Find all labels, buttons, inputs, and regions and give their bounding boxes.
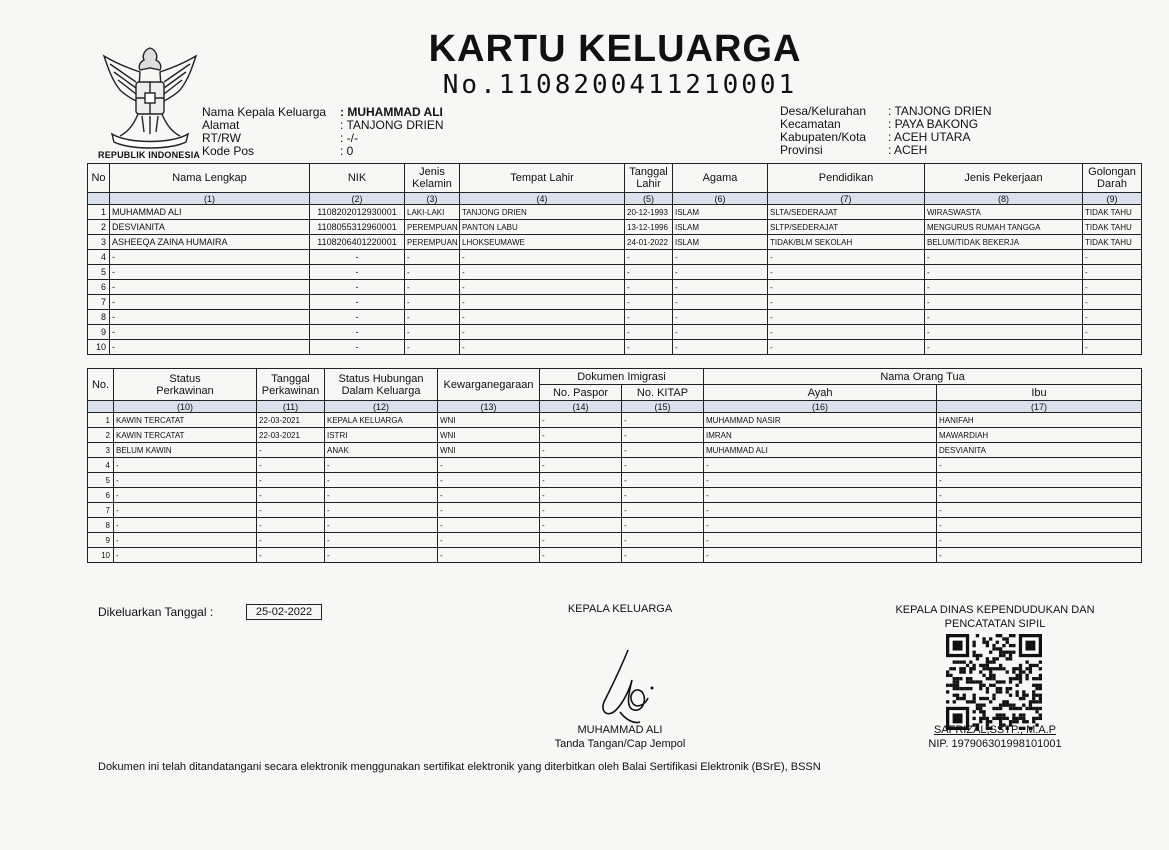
official-nip: NIP. 197906301998101001 bbox=[928, 738, 1062, 750]
table-cell: LHOKSEUMAWE bbox=[460, 235, 625, 250]
col-number: (16) bbox=[704, 401, 937, 413]
table-cell: - bbox=[1083, 250, 1142, 265]
table-cell: TANJONG DRIEN bbox=[460, 205, 625, 220]
table-cell: - bbox=[325, 518, 438, 533]
table-row bbox=[88, 503, 1142, 518]
header-field-head-of-family: Nama Kepala Keluarga : MUHAMMAD ALI bbox=[202, 105, 443, 119]
col-number: (7) bbox=[768, 193, 925, 205]
table-cell: - bbox=[310, 310, 405, 325]
table-cell: - bbox=[405, 265, 460, 280]
table-cell: - bbox=[540, 533, 622, 548]
table-row bbox=[88, 413, 1142, 428]
table-cell: - bbox=[704, 533, 937, 548]
column-number-row bbox=[88, 401, 1142, 413]
table-cell: - bbox=[257, 488, 325, 503]
table-cell: - bbox=[438, 503, 540, 518]
table-cell: - bbox=[937, 503, 1142, 518]
table-cell: - bbox=[925, 265, 1083, 280]
table-cell: - bbox=[460, 310, 625, 325]
col-header-no: No. bbox=[88, 369, 114, 401]
table-cell: - bbox=[540, 548, 622, 563]
col-number: (12) bbox=[325, 401, 438, 413]
table-cell: - bbox=[768, 310, 925, 325]
issued-date: 25-02-2022 bbox=[246, 604, 322, 620]
header-info-left bbox=[202, 106, 444, 158]
table-cell: - bbox=[925, 295, 1083, 310]
col-number: (10) bbox=[114, 401, 257, 413]
table-cell: - bbox=[405, 340, 460, 355]
col-header-immigration-docs: Dokumen Imigrasi bbox=[540, 369, 704, 385]
table-row bbox=[88, 295, 1142, 310]
table-cell: - bbox=[540, 503, 622, 518]
table-cell: WNI bbox=[438, 443, 540, 458]
table-cell: - bbox=[1083, 310, 1142, 325]
table-row bbox=[88, 340, 1142, 355]
table-cell: - bbox=[310, 250, 405, 265]
table-cell: - bbox=[540, 518, 622, 533]
table-cell: 1108202012930001 bbox=[310, 205, 405, 220]
emblem-caption: REPUBLIK INDONESIA bbox=[98, 150, 201, 160]
table-row bbox=[88, 533, 1142, 548]
table-cell: - bbox=[622, 503, 704, 518]
table-cell: 20-12-1993 bbox=[625, 205, 673, 220]
table-cell: - bbox=[257, 518, 325, 533]
table-cell: MUHAMMAD ALI bbox=[110, 205, 310, 220]
col-header-occupation: Jenis Pekerjaan bbox=[925, 164, 1083, 193]
col-header-name: Nama Lengkap bbox=[110, 164, 310, 193]
header-field-address: Alamat : TANJONG DRIEN bbox=[202, 118, 444, 132]
table-cell: - bbox=[257, 443, 325, 458]
table-cell: - bbox=[625, 340, 673, 355]
table-row bbox=[88, 280, 1142, 295]
table-cell: - bbox=[625, 250, 673, 265]
table-cell: - bbox=[673, 340, 768, 355]
table-cell: TIDAK/BLM SEKOLAH bbox=[768, 235, 925, 250]
table-cell: SLTP/SEDERAJAT bbox=[768, 220, 925, 235]
table-cell: - bbox=[460, 250, 625, 265]
table-cell: - bbox=[114, 503, 257, 518]
table-cell: - bbox=[540, 458, 622, 473]
electronic-signature-notice: Dokumen ini telah ditandatangani secara elektronik menggunakan sertifikat elektronik yang diterbitkan oleh Balai Sertifikasi Elektronik (BSrE), BSSN bbox=[98, 761, 821, 773]
table-cell: DESVIANITA bbox=[937, 443, 1142, 458]
table-cell: - bbox=[1083, 325, 1142, 340]
table-cell: - bbox=[925, 325, 1083, 340]
table-cell: - bbox=[257, 533, 325, 548]
table-cell: - bbox=[704, 518, 937, 533]
header-field-district: Kecamatan : PAYA BAKONG bbox=[780, 117, 979, 131]
table-cell: 7 bbox=[88, 503, 114, 518]
table-cell: - bbox=[625, 280, 673, 295]
table-cell: - bbox=[257, 473, 325, 488]
table-cell: 2 bbox=[88, 220, 110, 235]
table-cell: - bbox=[704, 458, 937, 473]
table-cell: 5 bbox=[88, 473, 114, 488]
table-cell: PEREMPUAN bbox=[405, 220, 460, 235]
table-cell: - bbox=[1083, 280, 1142, 295]
table-cell: - bbox=[540, 473, 622, 488]
table-cell: MAWARDIAH bbox=[937, 428, 1142, 443]
table-cell: - bbox=[1083, 340, 1142, 355]
table-cell: - bbox=[622, 548, 704, 563]
col-header-nik: NIK bbox=[310, 164, 405, 193]
table-cell: 1108206401220001 bbox=[310, 235, 405, 250]
col-header-kitap: No. KITAP bbox=[622, 385, 704, 401]
col-header-parents: Nama Orang Tua bbox=[704, 369, 1142, 385]
table-cell: KAWIN TERCATAT bbox=[114, 413, 257, 428]
col-header-passport: No. Paspor bbox=[540, 385, 622, 401]
column-number-row bbox=[88, 193, 1142, 205]
table-cell: - bbox=[540, 443, 622, 458]
col-number: (5) bbox=[625, 193, 673, 205]
table-cell: 8 bbox=[88, 310, 110, 325]
table-cell: PANTON LABU bbox=[460, 220, 625, 235]
col-number: (2) bbox=[310, 193, 405, 205]
table-row bbox=[88, 458, 1142, 473]
table-cell: - bbox=[310, 340, 405, 355]
col-header-relationship: Status Hubungan Dalam Keluarga bbox=[325, 369, 438, 401]
table-cell: - bbox=[1083, 265, 1142, 280]
table-cell: - bbox=[925, 310, 1083, 325]
header-field-province: Provinsi : ACEH bbox=[780, 143, 928, 157]
table-cell: - bbox=[114, 533, 257, 548]
document-number: No.1108200411210001 bbox=[442, 70, 798, 100]
table-cell: SLTA/SEDERAJAT bbox=[768, 205, 925, 220]
table-cell: - bbox=[625, 325, 673, 340]
agency-head-title: KEPALA DINAS KEPENDUDUKAN DAN PENCATATAN SIPIL bbox=[895, 604, 1095, 630]
table-cell: - bbox=[325, 548, 438, 563]
table-cell: - bbox=[438, 488, 540, 503]
table-cell: - bbox=[673, 295, 768, 310]
table-cell: - bbox=[937, 473, 1142, 488]
table-cell: 6 bbox=[88, 488, 114, 503]
table-cell: ISTRI bbox=[325, 428, 438, 443]
col-header-mother: Ibu bbox=[937, 385, 1142, 401]
table-cell: 5 bbox=[88, 265, 110, 280]
table-cell: IMRAN bbox=[704, 428, 937, 443]
table-cell: - bbox=[768, 295, 925, 310]
table-cell: ASHEEQA ZAINA HUMAIRA bbox=[110, 235, 310, 250]
table-cell: - bbox=[114, 488, 257, 503]
table-cell: - bbox=[925, 250, 1083, 265]
col-number: (15) bbox=[622, 401, 704, 413]
table-cell: - bbox=[257, 548, 325, 563]
table-cell: - bbox=[622, 518, 704, 533]
table-cell: - bbox=[438, 548, 540, 563]
table-cell: - bbox=[325, 503, 438, 518]
col-number: (9) bbox=[1083, 193, 1142, 205]
col-header-religion: Agama bbox=[673, 164, 768, 193]
col-number: (8) bbox=[925, 193, 1083, 205]
table-cell: MUHAMMAD ALI bbox=[704, 443, 937, 458]
table-cell: - bbox=[704, 488, 937, 503]
header-field-rtrw: RT/RW : -/- bbox=[202, 131, 358, 145]
table-cell: - bbox=[325, 488, 438, 503]
table-cell: - bbox=[768, 280, 925, 295]
table-cell: WNI bbox=[438, 413, 540, 428]
table-cell: - bbox=[114, 548, 257, 563]
table-cell: - bbox=[673, 325, 768, 340]
table-cell: - bbox=[540, 428, 622, 443]
col-header-gender: Jenis Kelamin bbox=[405, 164, 460, 193]
table-row bbox=[88, 220, 1142, 235]
table-cell: ISLAM bbox=[673, 205, 768, 220]
table-cell: 22-03-2021 bbox=[257, 413, 325, 428]
table-cell: - bbox=[110, 265, 310, 280]
table-cell: - bbox=[937, 533, 1142, 548]
table-cell: - bbox=[460, 325, 625, 340]
table-cell: - bbox=[540, 413, 622, 428]
table-cell: - bbox=[625, 265, 673, 280]
table-cell: - bbox=[114, 458, 257, 473]
table-cell: TIDAK TAHU bbox=[1083, 220, 1142, 235]
table-cell: - bbox=[622, 458, 704, 473]
document-title: KARTU KELUARGA bbox=[428, 28, 802, 70]
head-of-family-name: MUHAMMAD ALI bbox=[577, 724, 663, 736]
head-of-family-title: KEPALA KELUARGA bbox=[567, 603, 673, 615]
col-header-education: Pendidikan bbox=[768, 164, 925, 193]
table-cell: - bbox=[310, 280, 405, 295]
table-cell: 13-12-1996 bbox=[625, 220, 673, 235]
table-cell: - bbox=[673, 310, 768, 325]
table-cell: - bbox=[438, 473, 540, 488]
col-header-citizenship: Kewarganegaraan bbox=[438, 369, 540, 401]
col-header-marital-status: Status Perkawinan bbox=[114, 369, 257, 401]
header-field-village: Desa/Kelurahan : TANJONG DRIEN bbox=[780, 104, 992, 118]
table-cell: WIRASWASTA bbox=[925, 205, 1083, 220]
table-cell: - bbox=[625, 310, 673, 325]
table-cell: - bbox=[405, 280, 460, 295]
table-cell: - bbox=[405, 325, 460, 340]
table-cell: - bbox=[937, 518, 1142, 533]
table-cell: - bbox=[622, 473, 704, 488]
table-cell: - bbox=[110, 340, 310, 355]
table-cell: - bbox=[310, 265, 405, 280]
table-cell: LAKI-LAKI bbox=[405, 205, 460, 220]
table-row bbox=[88, 518, 1142, 533]
table-cell: 4 bbox=[88, 250, 110, 265]
table-cell: - bbox=[114, 518, 257, 533]
col-header-no: No bbox=[88, 164, 110, 193]
table-cell: - bbox=[460, 295, 625, 310]
table-cell: ISLAM bbox=[673, 235, 768, 250]
garuda-emblem bbox=[98, 42, 202, 160]
col-header-birthdate: Tanggal Lahir bbox=[625, 164, 673, 193]
table-row bbox=[88, 265, 1142, 280]
table-cell: ISLAM bbox=[673, 220, 768, 235]
table-cell: ANAK bbox=[325, 443, 438, 458]
col-header-marriage-date: Tanggal Perkawinan bbox=[257, 369, 325, 401]
table-cell: 10 bbox=[88, 340, 110, 355]
col-header-father: Ayah bbox=[704, 385, 937, 401]
table-cell: 1 bbox=[88, 205, 110, 220]
table-cell: - bbox=[310, 295, 405, 310]
table-cell: - bbox=[405, 295, 460, 310]
table-cell: - bbox=[460, 280, 625, 295]
table-cell: - bbox=[325, 473, 438, 488]
header-field-postal-code: Kode Pos : 0 bbox=[202, 144, 354, 158]
table-row bbox=[88, 488, 1142, 503]
table-cell: 10 bbox=[88, 548, 114, 563]
table-row bbox=[88, 205, 1142, 220]
table-cell: - bbox=[625, 295, 673, 310]
table-cell: - bbox=[704, 473, 937, 488]
table-cell: - bbox=[257, 503, 325, 518]
table-cell: 2 bbox=[88, 428, 114, 443]
table-row bbox=[88, 473, 1142, 488]
table-cell: - bbox=[768, 325, 925, 340]
table-cell: 1 bbox=[88, 413, 114, 428]
table-cell: 1108055312960001 bbox=[310, 220, 405, 235]
issued-date-label: Dikeluarkan Tanggal : bbox=[98, 605, 214, 619]
table-cell: - bbox=[438, 533, 540, 548]
table-cell: DESVIANITA bbox=[110, 220, 310, 235]
table-cell: - bbox=[460, 265, 625, 280]
qr-code-image bbox=[946, 634, 1042, 730]
table-cell: 4 bbox=[88, 458, 114, 473]
table-cell: - bbox=[622, 443, 704, 458]
table-cell: 3 bbox=[88, 235, 110, 250]
col-number: (6) bbox=[673, 193, 768, 205]
table-cell: - bbox=[110, 310, 310, 325]
table-row bbox=[88, 443, 1142, 458]
official-name: SAFRIZAL,SSTP., M.A.P bbox=[933, 724, 1057, 736]
table-cell: 7 bbox=[88, 295, 110, 310]
table-cell: - bbox=[405, 310, 460, 325]
table-row bbox=[88, 250, 1142, 265]
col-number: (1) bbox=[110, 193, 310, 205]
table-cell: KAWIN TERCATAT bbox=[114, 428, 257, 443]
table-cell: TIDAK TAHU bbox=[1083, 205, 1142, 220]
table-cell: 3 bbox=[88, 443, 114, 458]
table-cell: 9 bbox=[88, 325, 110, 340]
table-cell: 8 bbox=[88, 518, 114, 533]
table-cell: - bbox=[704, 503, 937, 518]
table-cell: - bbox=[673, 265, 768, 280]
col-number: (4) bbox=[460, 193, 625, 205]
family-members-table bbox=[87, 163, 1142, 355]
table-cell: - bbox=[325, 533, 438, 548]
col-number: (17) bbox=[937, 401, 1142, 413]
table-cell: - bbox=[257, 458, 325, 473]
table-cell: - bbox=[1083, 295, 1142, 310]
col-number: (3) bbox=[405, 193, 460, 205]
table-cell: - bbox=[937, 488, 1142, 503]
table-cell: - bbox=[114, 473, 257, 488]
table-cell: TIDAK TAHU bbox=[1083, 235, 1142, 250]
table-cell: - bbox=[768, 340, 925, 355]
table-cell: MUHAMMAD NASIR bbox=[704, 413, 937, 428]
table-cell: - bbox=[673, 250, 768, 265]
family-status-rows bbox=[88, 413, 1142, 563]
signature-image bbox=[590, 640, 670, 730]
table-cell: PEREMPUAN bbox=[405, 235, 460, 250]
col-header-birthplace: Tempat Lahir bbox=[460, 164, 625, 193]
table-cell: - bbox=[768, 250, 925, 265]
table-cell: - bbox=[622, 488, 704, 503]
table-cell: BELUM KAWIN bbox=[114, 443, 257, 458]
table-cell: - bbox=[673, 280, 768, 295]
table-cell: - bbox=[622, 533, 704, 548]
table-row bbox=[88, 428, 1142, 443]
col-header-blood-type: Golongan Darah bbox=[1083, 164, 1142, 193]
table-cell: - bbox=[622, 428, 704, 443]
table-cell: 22-03-2021 bbox=[257, 428, 325, 443]
col-number: (14) bbox=[540, 401, 622, 413]
table-cell: - bbox=[925, 340, 1083, 355]
table-cell: - bbox=[438, 518, 540, 533]
table-row bbox=[88, 548, 1142, 563]
table-row bbox=[88, 310, 1142, 325]
family-members-rows bbox=[88, 205, 1142, 355]
table-cell: - bbox=[622, 413, 704, 428]
family-status-table bbox=[87, 368, 1142, 563]
table-cell: - bbox=[405, 250, 460, 265]
table-cell: MENGURUS RUMAH TANGGA bbox=[925, 220, 1083, 235]
table-cell: - bbox=[937, 458, 1142, 473]
table-cell: - bbox=[460, 340, 625, 355]
table-cell: BELUM/TIDAK BEKERJA bbox=[925, 235, 1083, 250]
table-cell: - bbox=[768, 265, 925, 280]
table-cell: - bbox=[110, 295, 310, 310]
table-cell: - bbox=[110, 280, 310, 295]
table-cell: KEPALA KELUARGA bbox=[325, 413, 438, 428]
table-cell: - bbox=[110, 325, 310, 340]
header-info-right bbox=[780, 105, 992, 157]
table-cell: - bbox=[310, 325, 405, 340]
table-cell: - bbox=[438, 458, 540, 473]
table-cell: - bbox=[937, 548, 1142, 563]
table-cell: 9 bbox=[88, 533, 114, 548]
table-cell: - bbox=[540, 488, 622, 503]
col-number: (11) bbox=[257, 401, 325, 413]
table-row bbox=[88, 325, 1142, 340]
table-cell: 24-01-2022 bbox=[625, 235, 673, 250]
col-number: (13) bbox=[438, 401, 540, 413]
table-cell: 6 bbox=[88, 280, 110, 295]
signature-caption: Tanda Tangan/Cap Jempol bbox=[554, 738, 686, 750]
table-cell: HANIFAH bbox=[937, 413, 1142, 428]
table-cell: - bbox=[110, 250, 310, 265]
table-row bbox=[88, 235, 1142, 250]
table-cell: - bbox=[704, 548, 937, 563]
table-cell: - bbox=[325, 458, 438, 473]
table-cell: WNI bbox=[438, 428, 540, 443]
header-field-regency: Kabupaten/Kota : ACEH UTARA bbox=[780, 130, 971, 144]
table-cell: - bbox=[925, 280, 1083, 295]
